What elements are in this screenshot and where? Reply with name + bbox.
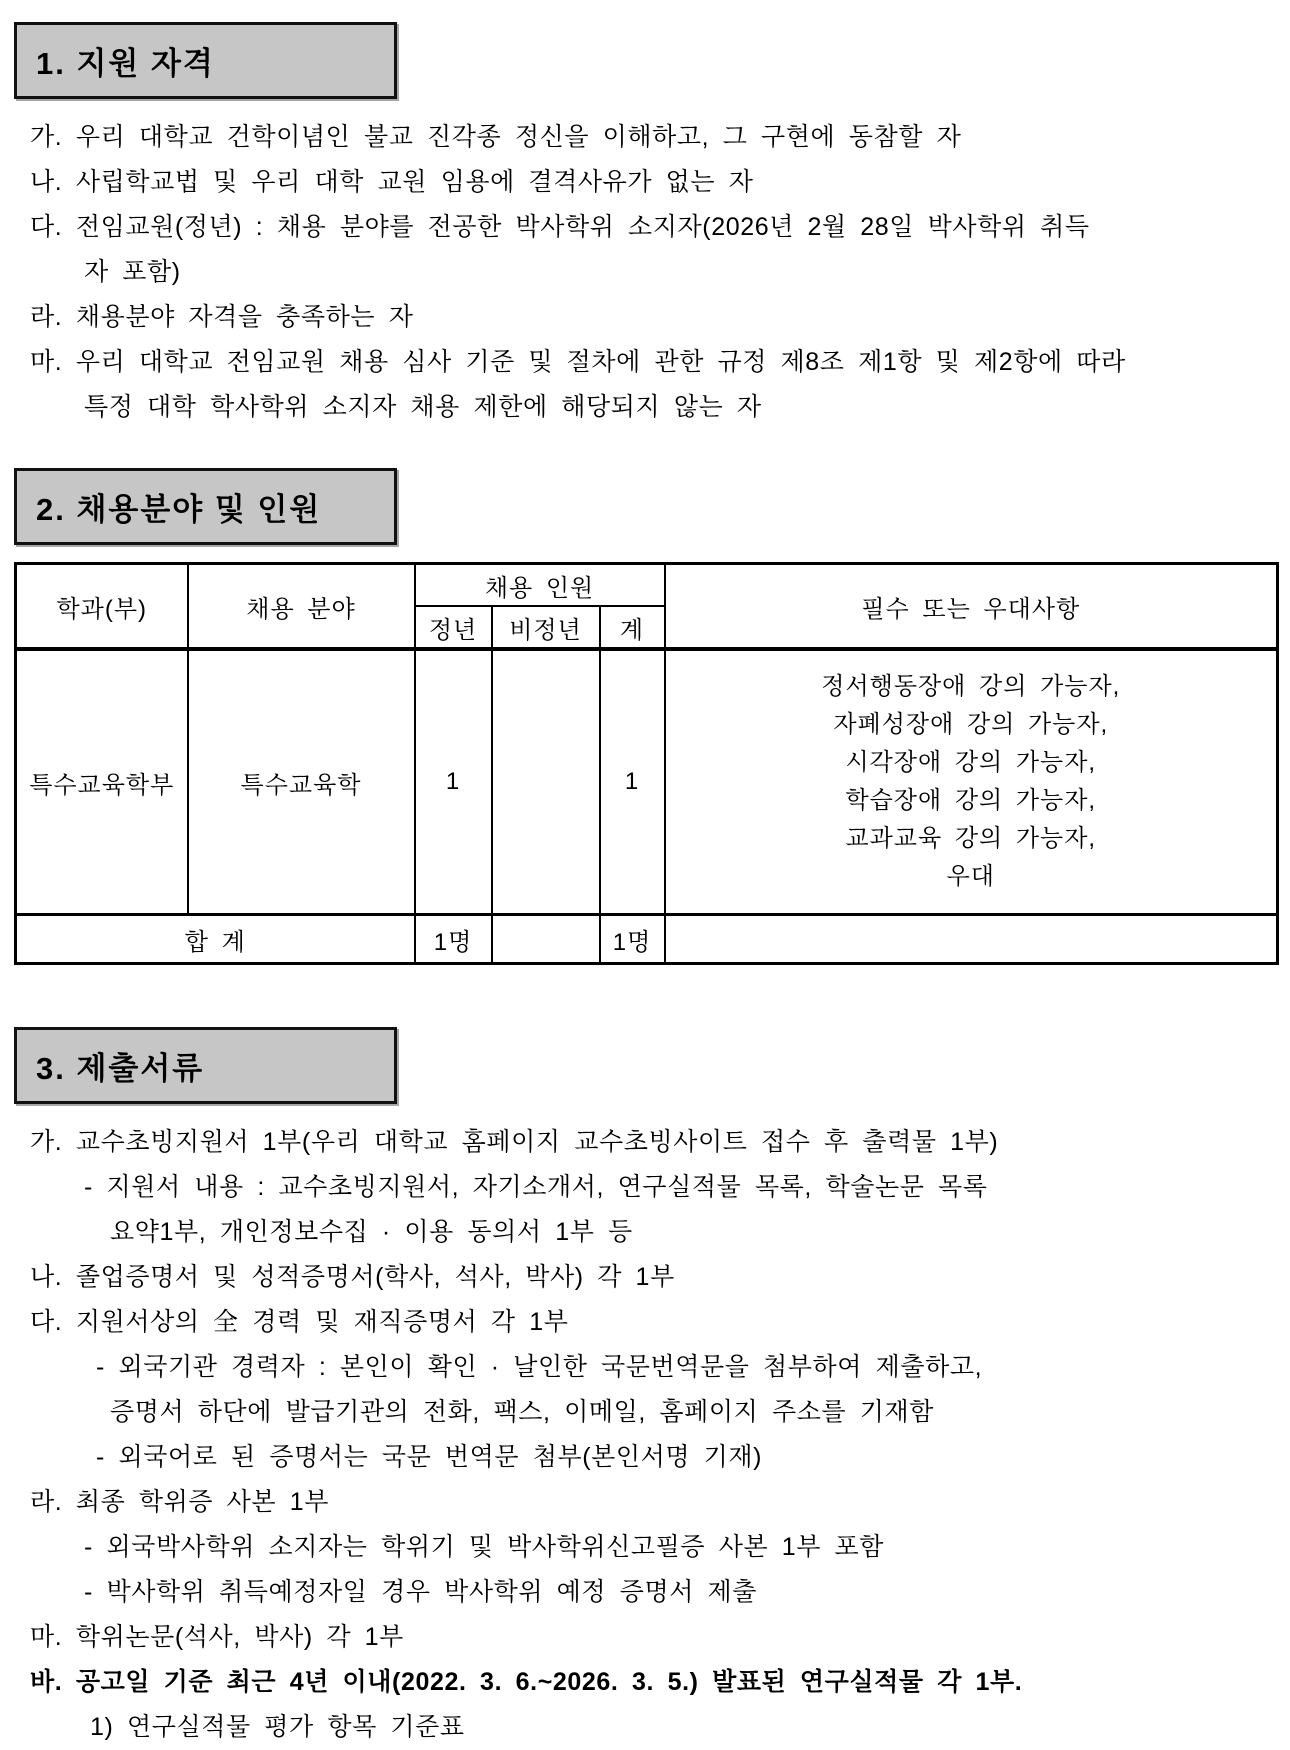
line-text: 증명서 하단에 발급기관의 전화, 팩스, 이메일, 홈페이지 주소를 기재함 xyxy=(110,1398,935,1426)
line-text: 자 포함) xyxy=(84,258,181,286)
list-item xyxy=(14,160,1276,205)
section-3-title: 3. 제출서류 xyxy=(36,1051,205,1086)
line-text: 다. 전임교원(정년) : 채용 분야를 전공한 박사학위 소지자(2026년 2월 28일 박사학위 취득 xyxy=(30,213,1090,241)
line-text: 특정 대학 학사학위 소지자 채용 제한에 해당되지 않는 자 xyxy=(84,393,762,421)
list-item xyxy=(14,1165,1276,1210)
line-text: - 외국어로 된 증명서는 국문 번역문 첨부(본인서명 기재) xyxy=(96,1443,763,1471)
col-header-dept: 학과(부) xyxy=(16,564,188,650)
section-1-title: 1. 지원 자격 xyxy=(36,46,215,81)
line-text: 바. 공고일 기준 최근 4년 이내(2022. 3. 6.~2026. 3. 5.) 발표된 연구실적물 각 1부. xyxy=(30,1668,1023,1696)
requirement-line xyxy=(666,858,1277,896)
list-item xyxy=(14,1300,1276,1345)
list-item xyxy=(14,1525,1276,1570)
col-header-field: 채용 분야 xyxy=(188,564,415,650)
line-text: - 지원서 내용 : 교수초빙지원서, 자기소개서, 연구실적물 목록, 학술논문 목록 xyxy=(84,1173,988,1201)
section-3-header xyxy=(14,1027,397,1104)
cell-total-sum: 1명 xyxy=(600,915,665,964)
cell-total-requirements xyxy=(665,915,1278,964)
cell-requirements xyxy=(665,649,1278,915)
section-2-title: 2. 채용분야 및 인원 xyxy=(36,492,322,527)
list-item xyxy=(14,295,1276,340)
cell-tenure: 1 xyxy=(415,649,492,915)
requirement-line xyxy=(666,668,1277,706)
list-item xyxy=(14,1705,1276,1750)
line-text: 가. 교수초빙지원서 1부(우리 대학교 홈페이지 교수초빙사이트 접수 후 출력물 1부) xyxy=(30,1128,999,1156)
requirements-list xyxy=(666,668,1277,896)
list-item xyxy=(14,250,1276,295)
list-item xyxy=(14,1480,1276,1525)
col-header-non-tenure: 비정년 xyxy=(492,606,600,649)
line-text: 나. 사립학교법 및 우리 대학 교원 임용에 결격사유가 없는 자 xyxy=(30,168,754,196)
cell-sum: 1 xyxy=(600,649,665,915)
list-item xyxy=(14,340,1276,385)
line-text: 요약1부, 개인정보수집 · 이용 동의서 1부 등 xyxy=(110,1218,633,1246)
list-item xyxy=(14,1390,1276,1435)
requirement-text: 학습장애 강의 가능자, xyxy=(845,787,1097,814)
cell-total-tenure: 1명 xyxy=(415,915,492,964)
requirement-line xyxy=(666,820,1277,858)
requirement-text: 교과교육 강의 가능자, xyxy=(845,825,1097,852)
section-1-header xyxy=(14,22,397,99)
section-3-body xyxy=(14,1120,1276,1750)
recruitment-table xyxy=(14,562,1279,965)
cell-non-tenure xyxy=(492,649,600,915)
line-text: 마. 학위논문(석사, 박사) 각 1부 xyxy=(30,1623,404,1651)
line-text: 마. 우리 대학교 전임교원 채용 심사 기준 및 절차에 관한 규정 제8조 제1항 및 제2항에 따라 xyxy=(30,348,1126,376)
line-text: - 외국기관 경력자 : 본인이 확인 · 날인한 국문번역문을 첨부하여 제출하고, xyxy=(96,1353,983,1381)
section-1-body xyxy=(14,115,1276,430)
col-header-sum: 계 xyxy=(600,606,665,649)
requirement-text: 우대 xyxy=(946,863,995,890)
requirement-line xyxy=(666,744,1277,782)
requirement-text: 시각장애 강의 가능자, xyxy=(845,749,1097,776)
line-text: - 박사학위 취득예정자일 경우 박사학위 예정 증명서 제출 xyxy=(84,1578,757,1606)
col-header-requirements: 필수 또는 우대사항 xyxy=(665,564,1278,650)
list-item xyxy=(14,1120,1276,1165)
list-item xyxy=(14,205,1276,250)
table-row xyxy=(16,649,1278,915)
line-text: 라. 채용분야 자격을 충족하는 자 xyxy=(30,303,414,331)
requirement-line xyxy=(666,706,1277,744)
cell-dept: 특수교육학부 xyxy=(16,649,188,915)
line-text: 가. 우리 대학교 건학이념인 불교 진각종 정신을 이해하고, 그 구현에 동참할 자 xyxy=(30,123,962,151)
line-text: - 외국박사학위 소지자는 학위기 및 박사학위신고필증 사본 1부 포함 xyxy=(84,1533,885,1561)
requirement-text: 정서행동장애 강의 가능자, xyxy=(821,673,1121,700)
list-item xyxy=(14,1570,1276,1615)
list-item xyxy=(14,1210,1276,1255)
requirement-text: 자폐성장애 강의 가능자, xyxy=(833,711,1109,738)
cell-total-label: 합 계 xyxy=(16,915,415,964)
line-text: 나. 졸업증명서 및 성적증명서(학사, 석사, 박사) 각 1부 xyxy=(30,1263,675,1291)
list-item xyxy=(14,1660,1276,1705)
cell-field: 특수교육학 xyxy=(188,649,415,915)
requirement-line xyxy=(666,782,1277,820)
section-2-header xyxy=(14,468,397,545)
list-item xyxy=(14,115,1276,160)
list-item xyxy=(14,385,1276,430)
list-item xyxy=(14,1255,1276,1300)
list-item xyxy=(14,1345,1276,1390)
line-text: 라. 최종 학위증 사본 1부 xyxy=(30,1488,329,1516)
col-header-personnel: 채용 인원 xyxy=(415,564,665,607)
line-text: 다. 지원서상의 全 경력 및 재직증명서 각 1부 xyxy=(30,1308,569,1336)
table-total-row xyxy=(16,915,1278,964)
list-item xyxy=(14,1615,1276,1660)
col-header-tenure: 정년 xyxy=(415,606,492,649)
line-text: 1) 연구실적물 평가 항목 기준표 xyxy=(90,1713,465,1741)
cell-total-non-tenure xyxy=(492,915,600,964)
list-item xyxy=(14,1435,1276,1480)
